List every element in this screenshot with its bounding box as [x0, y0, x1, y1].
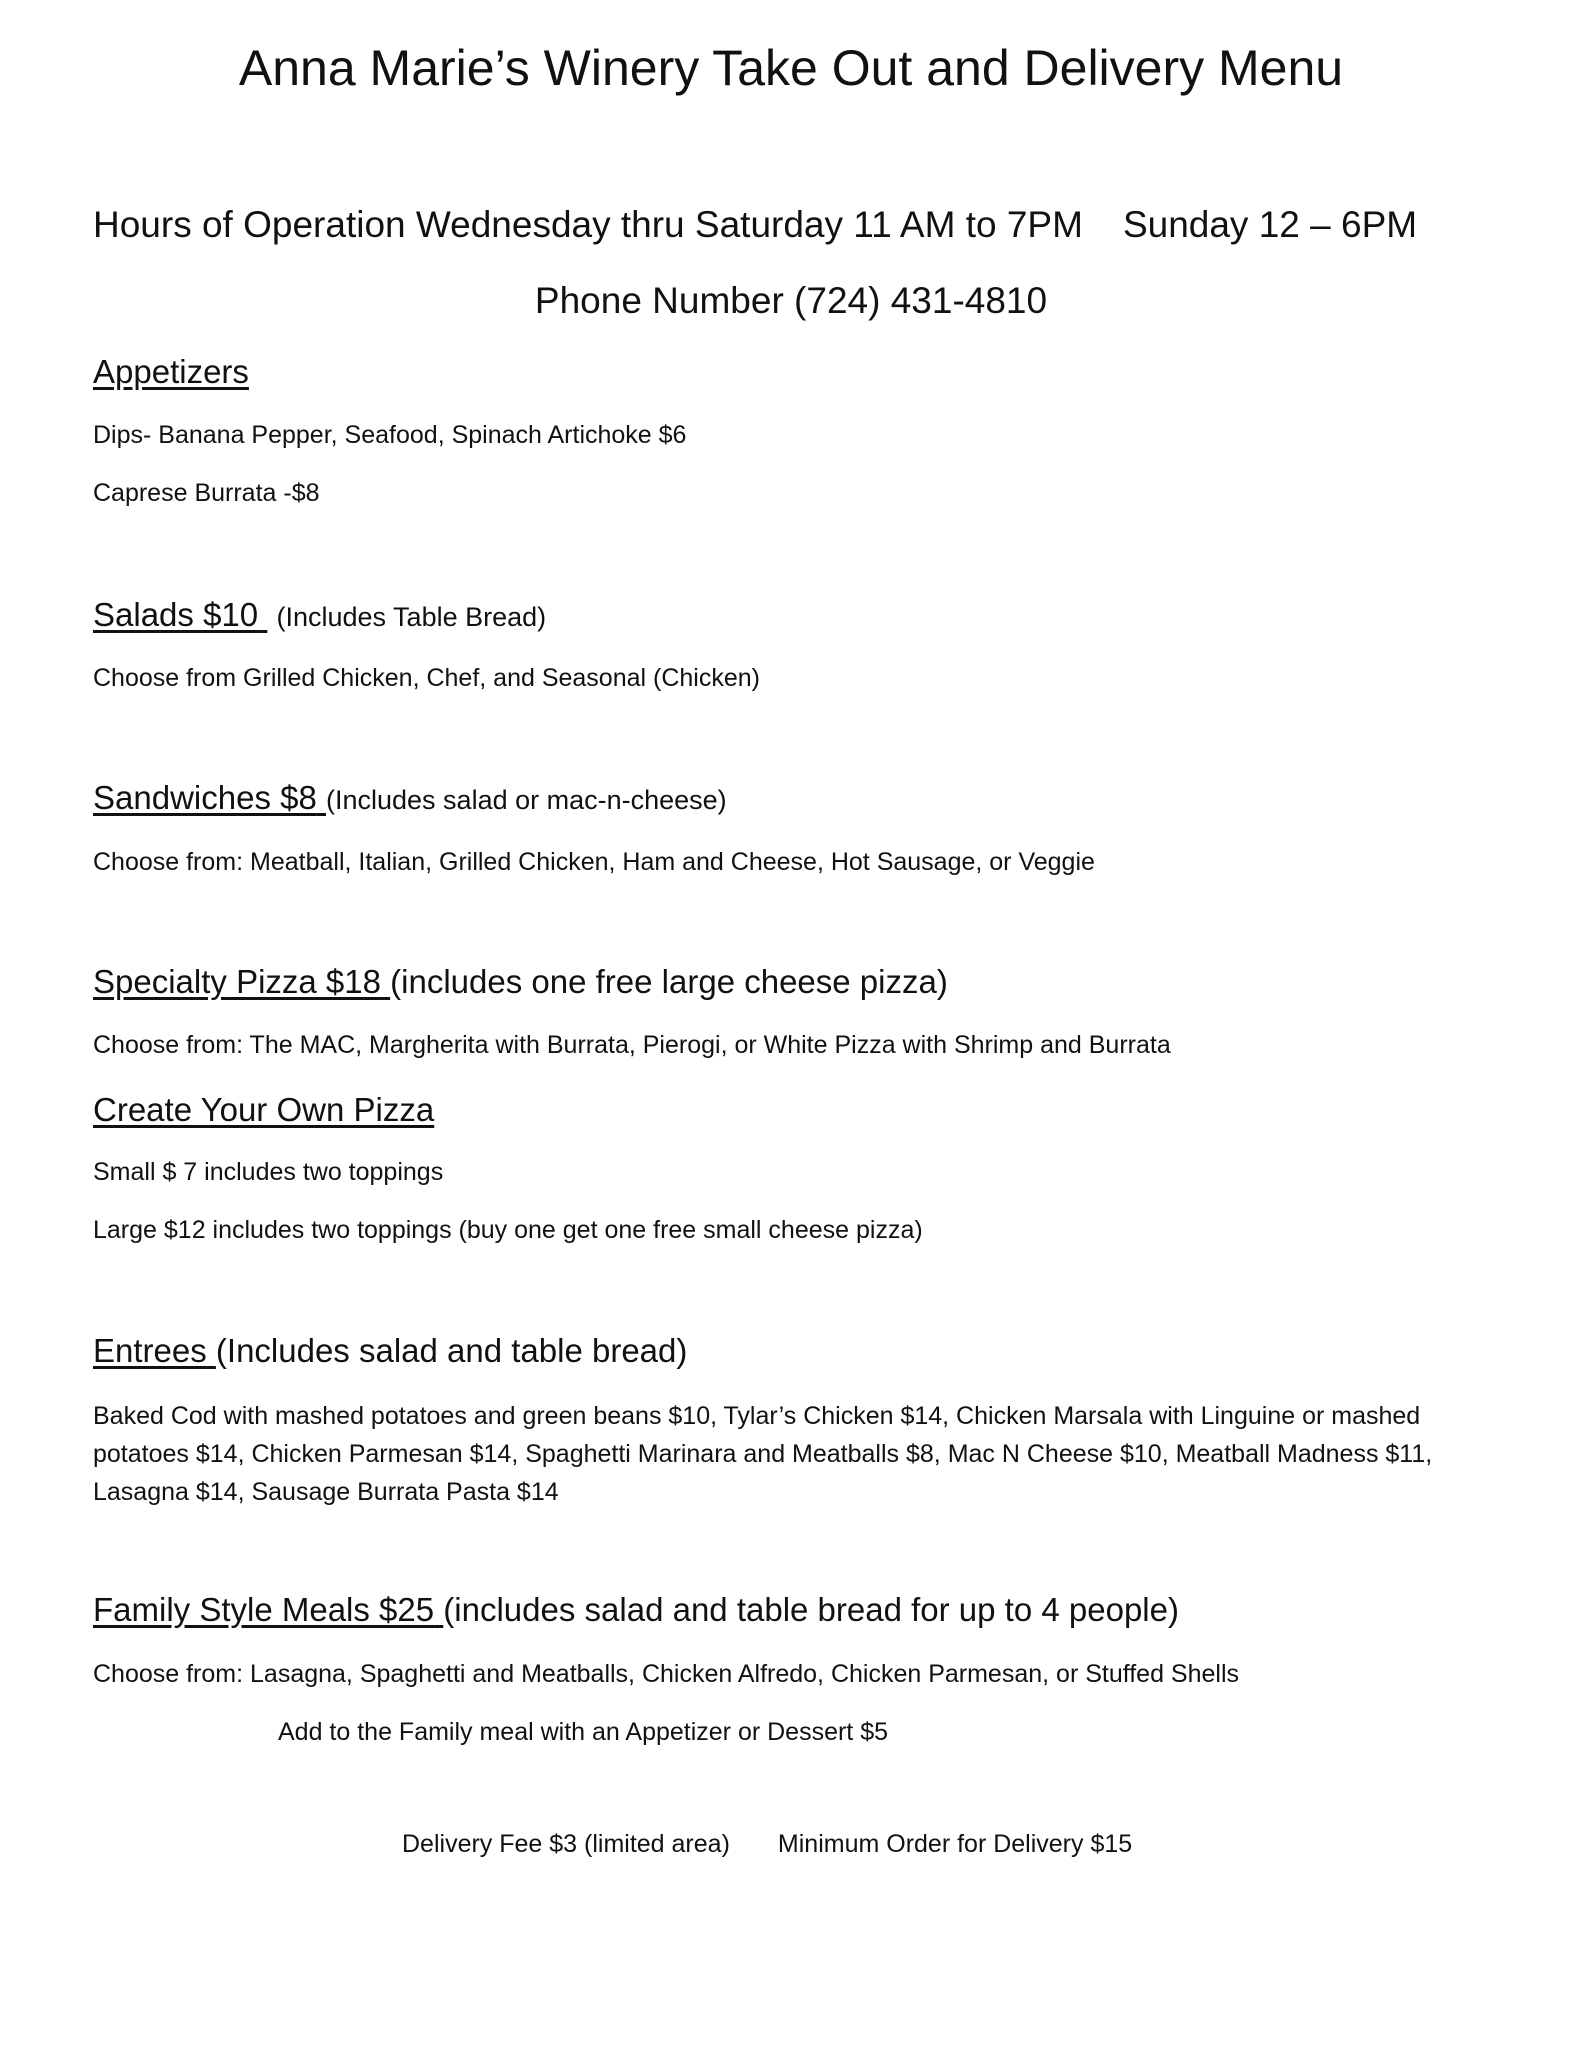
- create-pizza-large: Large $12 includes two toppings (buy one get one free small cheese pizza): [93, 1216, 923, 1244]
- family-meals-addon: Add to the Family meal with an Appetizer or Dessert $5: [278, 1718, 889, 1746]
- entrees-note: (Includes salad and table bread): [215, 1332, 688, 1369]
- phone-number: Phone Number (724) 431-4810: [534, 280, 1048, 321]
- sandwiches-heading: [93, 778, 727, 820]
- menu-title: Anna Marie’s Winery Take Out and Delivery Menu: [238, 40, 1344, 96]
- entrees-description: Baked Cod with mashed potatoes and green beans $10, Tylar’s Chicken $14, Chicken Marsala with Linguine or mashed potatoes $14, Chicken Parmesan $14, Spaghetti Marinara and Meatballs $8, Mac N Cheese $10, Meatball Madness $11, Lasagna $14, Sausage Burrata Pasta $14: [93, 1402, 1433, 1506]
- create-pizza-small: Small $ 7 includes two toppings: [93, 1158, 444, 1186]
- family-meals-choices: Choose from: Lasagna, Spaghetti and Meatballs, Chicken Alfredo, Chicken Parmesan, or Stuffed Shells: [93, 1660, 1240, 1688]
- salads-choices: Choose from Grilled Chicken, Chef, and Seasonal (Chicken): [93, 664, 760, 692]
- hours-weekday: Hours of Operation Wednesday thru Saturday 11 AM to 7PM: [93, 204, 1083, 245]
- appetizers-heading: [93, 352, 249, 392]
- family-meals-heading-text: Family Style Meals $25: [93, 1591, 435, 1628]
- specialty-pizza-choices: Choose from: The MAC, Margherita with Burrata, Pierogi, or White Pizza with Shrimp and Burrata: [93, 1031, 1171, 1059]
- sandwiches-note: (Includes salad or mac-n-cheese): [326, 785, 727, 815]
- salads-heading-text: Salads $10: [93, 596, 259, 633]
- sandwiches-heading-text: Sandwiches $8: [93, 779, 317, 816]
- hours-of-operation: [93, 202, 1417, 248]
- family-meals-note: (includes salad and table bread for up to 4 people): [443, 1591, 1179, 1628]
- specialty-pizza-heading-text: Specialty Pizza $18: [93, 963, 381, 1000]
- salads-note: (Includes Table Bread): [276, 602, 547, 632]
- delivery-info: [402, 1828, 1132, 1860]
- sandwiches-choices: Choose from: Meatball, Italian, Grilled Chicken, Ham and Cheese, Hot Sausage, or Veggie: [93, 848, 1095, 876]
- create-pizza-heading-text: Create Your Own Pizza: [93, 1091, 435, 1128]
- appetizer-item-caprese: Caprese Burrata -$8: [93, 479, 320, 507]
- delivery-fee: Delivery Fee $3 (limited area): [402, 1830, 730, 1858]
- entrees-heading: [93, 1331, 687, 1371]
- create-pizza-heading: [93, 1090, 434, 1130]
- appetizers-heading-text: Appetizers: [93, 353, 249, 390]
- family-meals-heading: [93, 1590, 1179, 1630]
- salads-heading: [93, 595, 546, 637]
- specialty-pizza-note: (includes one free large cheese pizza): [390, 963, 948, 1000]
- appetizer-item-dips: Dips- Banana Pepper, Seafood, Spinach Artichoke $6: [93, 421, 687, 449]
- specialty-pizza-heading: [93, 962, 948, 1002]
- minimum-order: Minimum Order for Delivery $15: [777, 1830, 1133, 1858]
- entrees-heading-text: Entrees: [93, 1332, 207, 1369]
- hours-sunday: Sunday 12 – 6PM: [1122, 204, 1418, 245]
